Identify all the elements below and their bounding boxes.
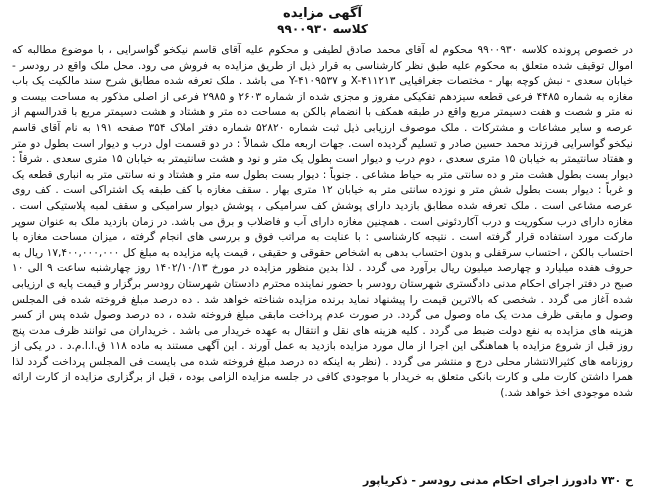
notice-title: آگهی مزایده (283, 6, 362, 21)
notice-signature: ح ۷۳۰ دادورز اجرای احکام مدنی رودسر - ذکریاپور (363, 474, 633, 487)
auction-notice (12, 6, 633, 492)
notice-header (12, 6, 633, 37)
case-number: کلاسه ۹۹۰۰۹۳۰ (277, 22, 368, 36)
notice-body: در خصوص پرونده کلاسه ۹۹۰۰۹۳۰ محکوم له آقای محمد صادق لطیفی و محکوم علیه آقای قاسم نیکخو گواسرایی ، با موضوع مطالبه که اموال توقیف شده متعلق به محکوم علیه طبق نظر کارشناسی به قرار ذیل از طریق مزایده به فروش می رود. محل ملک واقع در رودسر - خیابان سعدی - نبش کوچه بهار - مختصات جغرافیایی X-۴۱۱۲۱۳ و Y-۴۱۰۹۵۳۷ می باشد . ملک تعرفه شده مطابق شرح سند مالکیت یک باب مغازه به شماره ۴۴۸۵ فرعی قطعه سیزدهم تفکیکی مفروز و مجزی شده از شماره ۲۶۰۳ و ۲۹۸۵ فرعی از اصلی مذکور به مساحت بیست و نه متر و شصت و هفت دسیمتر مربع واقع در طبقه همکف با انضمام بالکن به مساحت ده متر و هشتاد و هشت دسیمتر مربع با قدرالسهم از عرصه و سایر مشاعات و مشترکات . ملک موصوف ارزیابی ذیل ثبت شماره ۵۲۸۲۰ شماره دفتر املاک ۳۵۴ صفحه ۱۹۱ به نام آقای قاسم نیکخو گواسرایی فرزند محمد حسین صادر و تسلیم گردیده است. جهات اربعه ملک شمالاً : در دو قسمت اول درب و دیوار است بطول دو متر و هفتاد سانتیمتر به خیابان ۱۵ متری سعدی ، دوم درب و دیوار است بطول یک متر و نود و هشت سانتیمتر به خیابان ۱۵ متری سعدی . شرقاً : دیوار بست بطول هشت متر و ده سانتی متر به حیاط مشاعی . جنوباً : دیوار بست بطول سه متر و هشتاد و نه سانتی متر به انباری قطعه یک و غرباً : دیوار بست بطول شش متر و نوزده سانتی متر به خیابان ۱۲ متری بهار . سقف مغازه با کف طبقه یک اشتراکی است . کف روی عرصه مشاعی است . ملک تعرفه شده مطابق بازدید دارای پوشش کف سرامیکی ، پوشش دیوار سرامیکی و سقف لمبه پلاستیکی است . مغازه دارای درب سکوریت و درب آکاردئونی است . همچنین مغازه دارای آب و فاضلاب و برق می باشد. در زمان بازدید ملک به عنوان سوپر مارکت مورد استفاده قرار گرفته است . نتیجه کارشناسی : با عنایت به مراتب فوق و بررسی های انجام گرفته ، میزان مساحت مغازه با احتساب بالکن ، احتساب سرقفلی و بدون احتساب بدهی به اشخاص حقوقی و حقیقی ، قیمت پایه مزایده به مبلغ کل ۱۷,۴۰۰,۰۰۰,۰۰۰ ریال به حروف هفده میلیارد و چهارصد میلیون ریال برآورد می گردد . لذا بدین منظور مزایده در مورخ ۱۴۰۲/۱۰/۱۳ روز چهارشنبه ساعت ۹ الی ۱۰ صبح در دفتر اجرای احکام مدنی دادگستری شهرستان رودسر با حضور نماینده محترم دادستان شهرستان رودسر برگزار و قیمت پایه ی ارزیابی شده آغاز می گردد . شخصی که بالاترین قیمت را پیشنهاد نماید برنده مزایده شناخته خواهد شد . ده درصد مبلغ فروخته شده فی المجلس وصول و مابقی ظرف مدت یک ماه وصول می گردد. در صورت عدم پرداخت مابقی مبلغ فروخته شده ، ده درصد وصول شده پس از کسر هزینه های مزایده به نفع دولت ضبط می گردد . کلیه هزینه های نقل و انتقال به عهده خریدار می باشد . خریداران می توانند ظرف مدت پنج روز قبل از شروع مزایده با هماهنگی این اجرا از مال مورد مزایده بازدید به عمل آورند . این آگهی مستند به ماده ۱۱۸ ق.ا.ا.م.د . در یکی از روزنامه های کثیرالانتشار محلی درج و منتشر می گردد . (نظر به اینکه ده درصد مبلغ فروخته شده می بایست فی المجلس پرداخت گردد لذا همرا داشتن کارت ملی و کارت بانکی متعلق به خریدار با موجودی کافی در جلسه مزایده الزامی بوده ، قبل از برگزاری مزایده از کارت ارائه شده موجودی اخذ خواهد شد.) (12, 44, 634, 400)
